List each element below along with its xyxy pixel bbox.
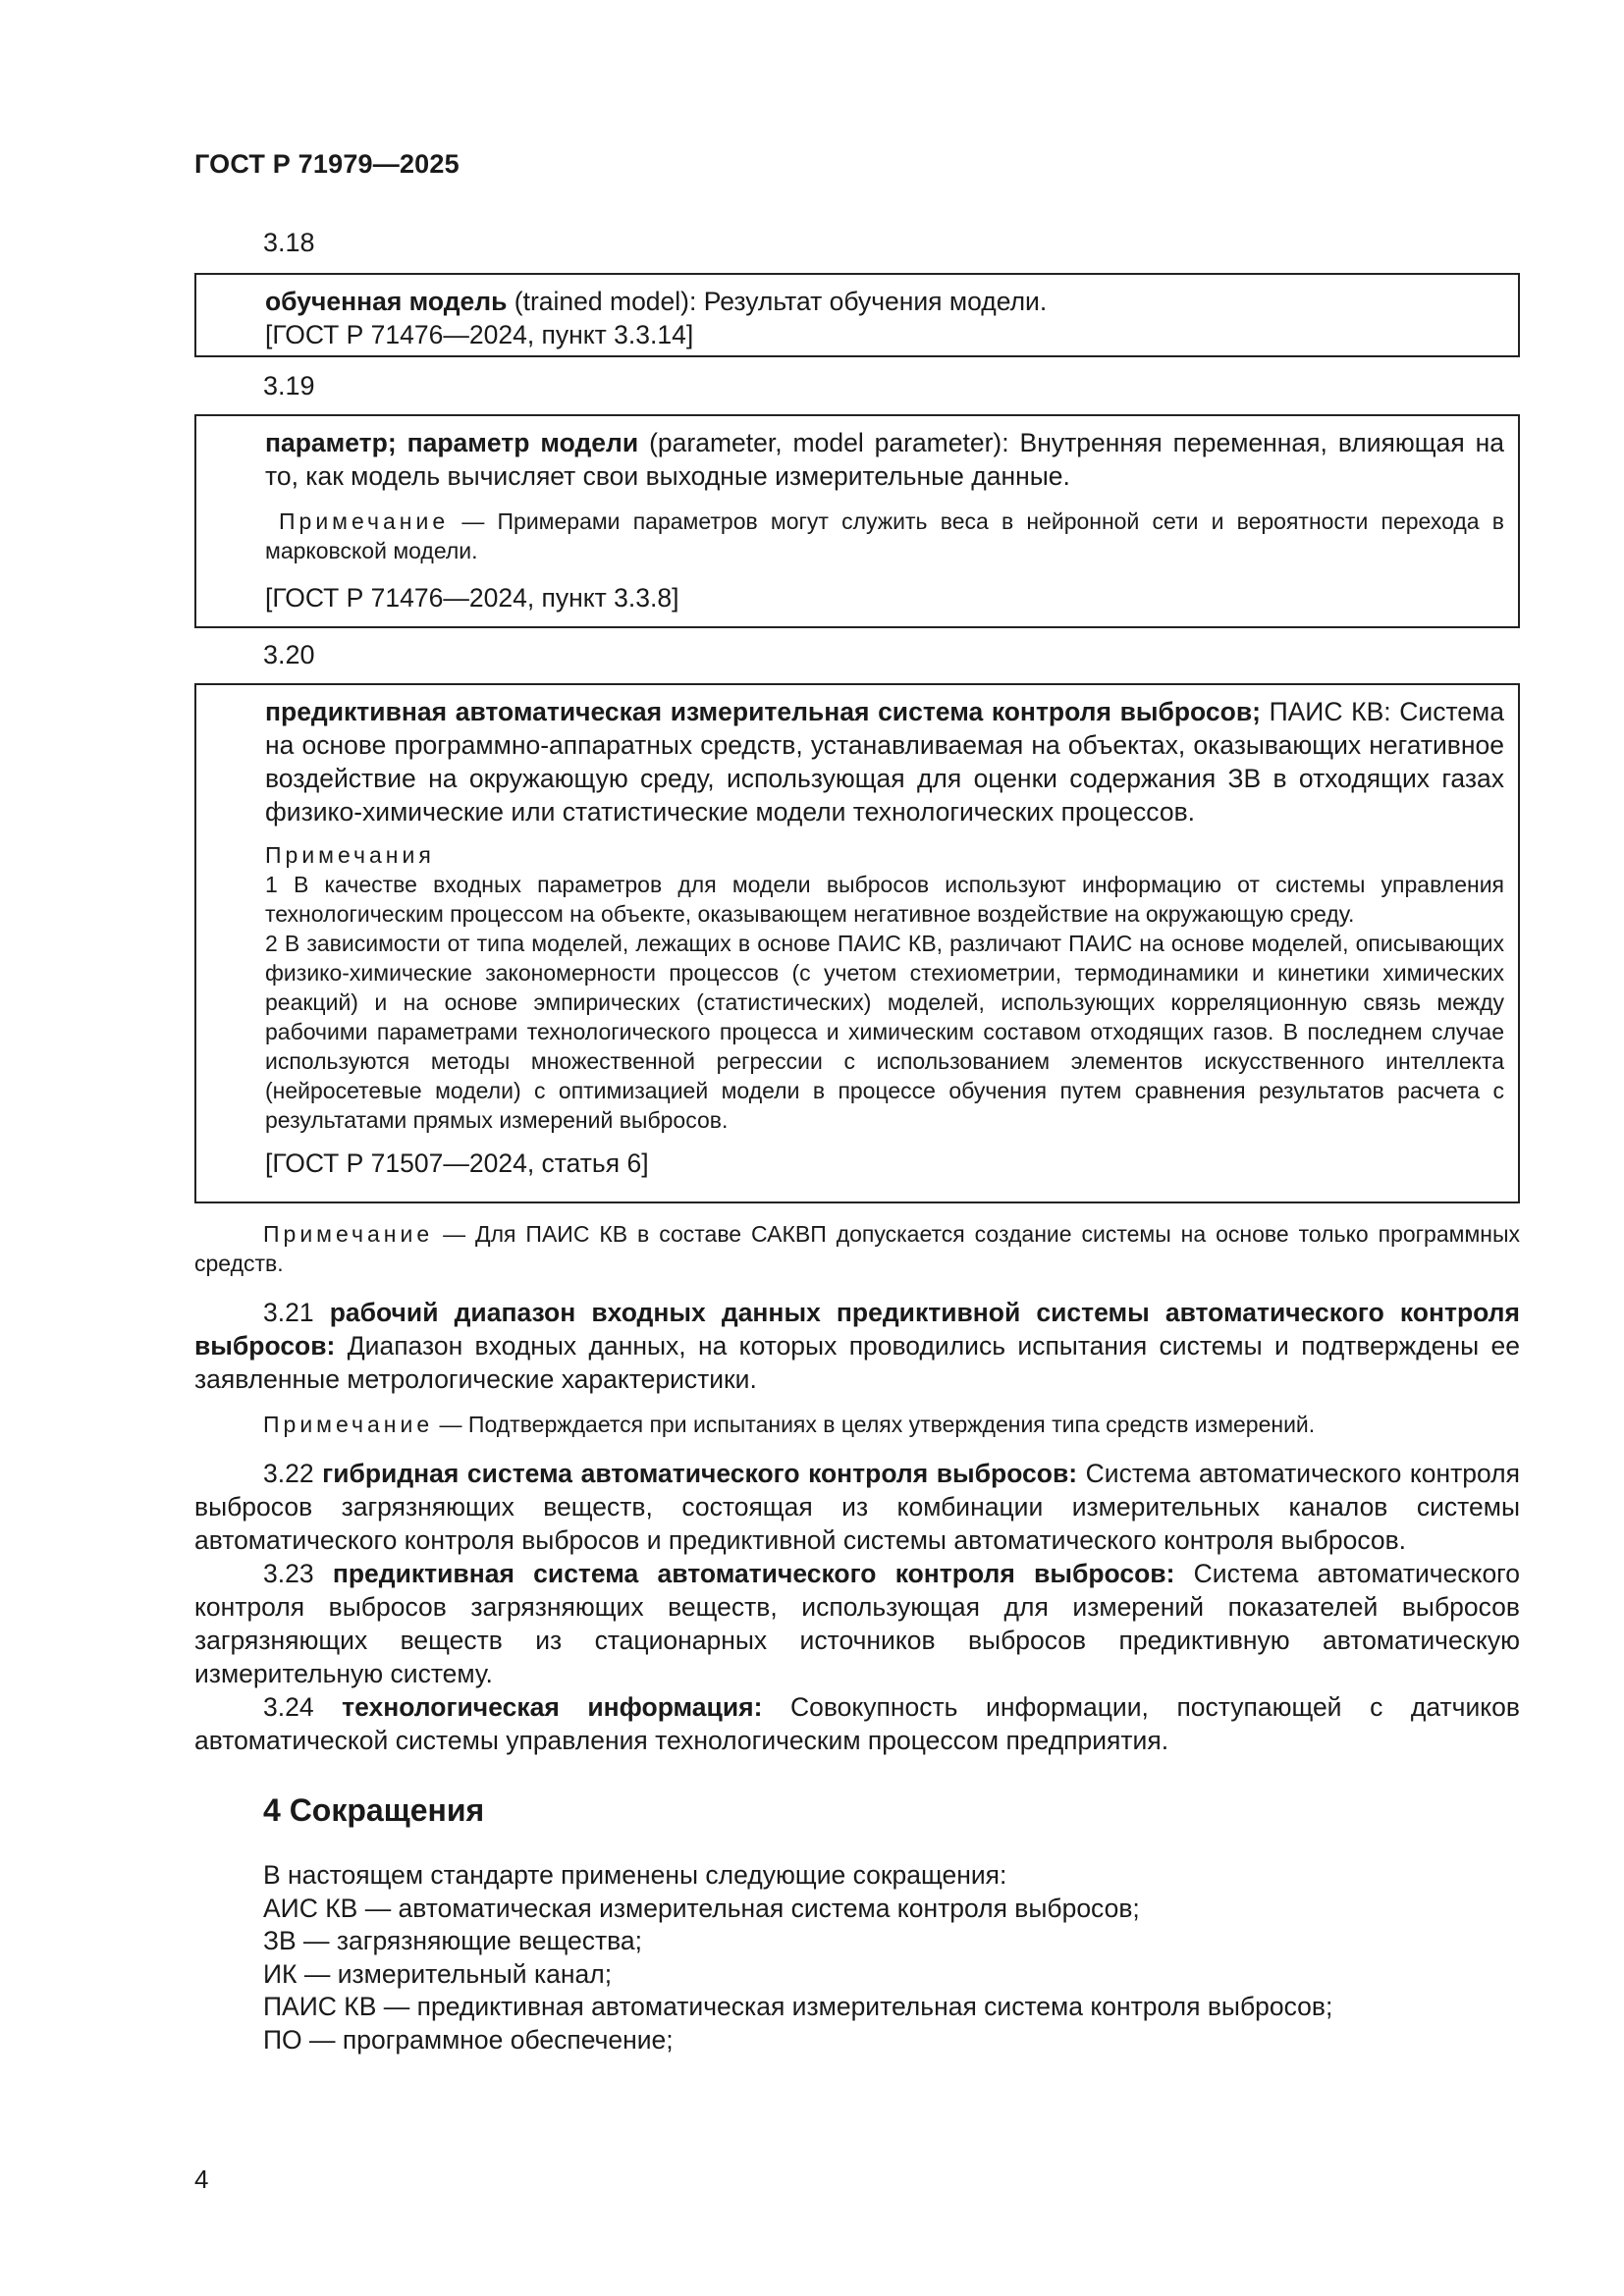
term-number-3-19: 3.19 [263,371,315,400]
term-box-3-18 [194,273,1520,357]
term-number-3-18: 3.18 [263,228,315,257]
definition-number: 3.23 [263,1559,314,1588]
note-after-3-20: Примечание — Для ПАИС КВ в составе САКВП допускается создание системы на основе только программных средств. [194,1221,1520,1276]
abbreviations-list [263,1859,1520,2056]
abbreviation-item: ПАИС КВ — предиктивная автоматическая измерительная система контроля выбросов; [263,1992,1333,2021]
abbreviations-intro: В настоящем стандарте применены следующие сокращения: [263,1860,1007,1890]
section-4-heading: 4 Сокращения [263,1792,485,1828]
definition-note: Примечание — Подтверждается при испытаниях в целях утверждения типа средств измерений. [263,1412,1316,1437]
definition-term: гибридная система автоматического контроля выбросов: [322,1459,1078,1488]
term-source: [ГОСТ Р 71476—2024, пункт 3.3.14] [265,320,694,349]
term-number-3-20: 3.20 [263,640,315,669]
definition-number: 3.21 [263,1298,314,1327]
notes-label: Примечания [265,842,435,868]
abbreviation-item: ЗВ — загрязняющие вещества; [263,1926,642,1955]
term-name: параметр; параметр модели [265,428,639,457]
page-number: 4 [194,2164,209,2194]
definition-3-21: 3.21 рабочий диапазон входных данных предиктивной системы автоматического контроля выбросов: Диапазон входных данных, на которых проводились испытания системы и подтверждены ее заявленные метрологические характеристики. Примечание — Подтверждается при испытаниях в целях утверждения типа средств измерений. [194,1298,1520,1437]
definition-term: технологическая информация: [342,1692,763,1722]
abbreviation-item: ПО — программное обеспечение; [263,2024,674,2055]
term-name: предиктивная автоматическая измерительная система контроля выбросов; [265,697,1261,726]
term-note-1: 1 В качестве входных параметров для модели выбросов используют информацию от системы управления технологическим процессом на объекте, оказывающем негативное воздействие на окружающую среду. [265,872,1504,927]
term-source: [ГОСТ Р 71507—2024, статья 6] [265,1148,649,1178]
note-label: Примечание [263,1221,434,1247]
abbreviation-item: ИК — измерительный канал; [263,1958,613,1989]
term-source: [ГОСТ Р 71476—2024, пункт 3.3.8] [265,583,679,613]
document-header: ГОСТ Р 71979—2025 [194,149,460,179]
term-box-3-20 [194,683,1520,1203]
note-label: Примечание [279,508,450,534]
definition-term: рабочий диапазон входных данных предиктивной системы автоматического контроля выбросов: [194,1298,1520,1361]
term-note: Примечание — Примерами параметров могут служить веса в нейронной сети и вероятности перехода в марковской модели. [265,508,1504,563]
term-box-3-19 [194,414,1520,628]
term-definition: параметр; параметр модели (parameter, model parameter): Внутренняя переменная, влияющая на то, как модель вычисляет свои выходные измерительные данные. [265,428,1504,491]
term-definition: обученная модель (trained model): Результат обучения модели. [265,287,1048,316]
definition-3-23: 3.23 предиктивная система автоматического контроля выбросов: Система автоматического контроля выбросов загрязняющих веществ, использующая для измерений показателей выбросов загрязняющих веществ из стационарных источников выбросов предиктивную автоматическую измерительную систему. [194,1559,1521,1688]
definition-number: 3.22 [263,1459,314,1488]
definitions-3-22-3-24 [194,1457,1520,1757]
term-note-2: 2 В зависимости от типа моделей, лежащих в основе ПАИС КВ, различают ПАИС на основе моделей, описывающих физико-химические закономерности процессов (с учетом стехиометрии, термодинамики и кинетики химических реакций) и на основе эмпирических (статистических) моделей, использующих корреляционную связь между рабочими параметрами технологического процесса и химическим составом отходящих газов. В последнем случае используются методы множественной регрессии с использованием элементов искусственного интеллекта (нейросетевые модели) с оптимизацией модели в процессе обучения путем сравнения результатов расчета с результатами прямых измерений выбросов. [265,931,1504,1133]
definition-3-24: 3.24 технологическая информация: Совокупность информации, поступающей с датчиков автоматической системы управления технологическим процессом предприятия. [194,1692,1520,1755]
definition-term: предиктивная система автоматического контроля выбросов: [332,1559,1175,1588]
definition-number: 3.24 [263,1692,314,1722]
definition-3-22: 3.22 гибридная система автоматического контроля выбросов: Система автоматического контроля выбросов загрязняющих веществ, состоящая из комбинации измерительных каналов системы автоматического контроля выбросов и предиктивной системы автоматического контроля выбросов. [194,1459,1520,1555]
abbreviation-item: АИС КВ — автоматическая измерительная система контроля выбросов; [263,1893,1140,1923]
term-definition: предиктивная автоматическая измерительная система контроля выбросов; ПАИС КВ: Система на основе программно-аппаратных средств, устанавливаемая на объектах, оказывающих негативное воздействие на окружающую среду, использующая для оценки содержания ЗВ в отходящих газах физико-химические или статистические модели технологических процессов. [265,697,1504,827]
note-label: Примечание [263,1412,434,1437]
term-name: обученная модель [265,287,508,316]
